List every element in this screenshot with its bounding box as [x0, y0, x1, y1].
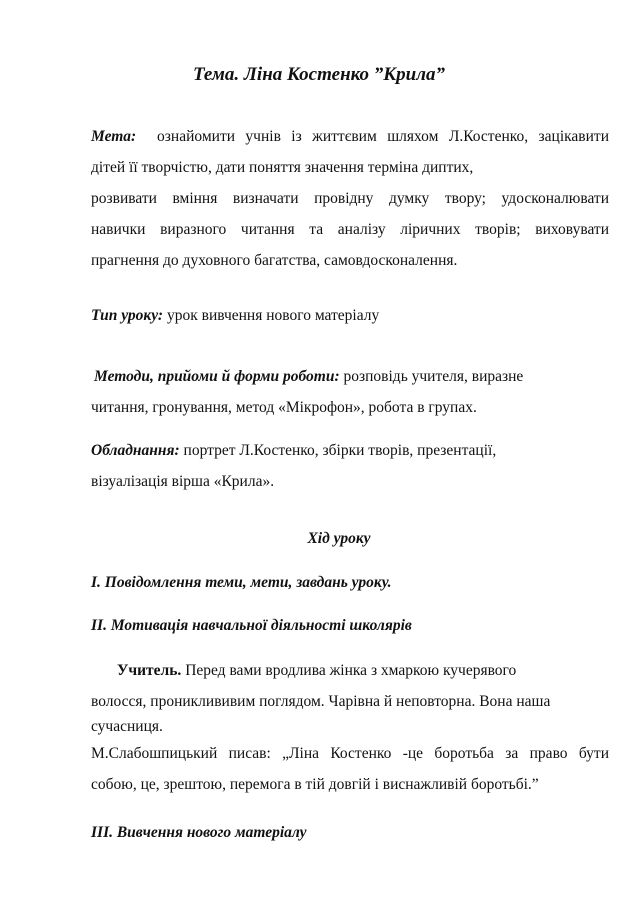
section-3-heading: ІІІ. Вивчення нового матеріалу — [91, 824, 307, 841]
goal-text-1: ознайомити учнів із життєвим шляхом Л.Костенко, зацікавити — [157, 128, 609, 145]
methods-text-1: розповідь учителя, виразне — [343, 368, 524, 385]
methods-line-1 — [94, 367, 612, 387]
equipment-label: Обладнання: — [91, 442, 180, 459]
lesson-type-label: Тип уроку: — [91, 307, 164, 324]
methods-label: Методи, прийоми й форми роботи: — [94, 368, 340, 385]
lesson-type-text: урок вивчення нового матеріалу — [166, 307, 380, 324]
teacher-text-1: Перед вами вродлива жінка з хмаркою кучерявого — [185, 662, 517, 679]
teacher-line-2: волосся, прониклививим поглядом. Чарівна й неповторна. Вона наша — [91, 693, 551, 710]
quote-line-2: собою, це, зрештою, перемога в тій довгій і виснажливій боротьбі.” — [91, 776, 539, 793]
teacher-line-3: сучасниця. — [91, 718, 163, 735]
equipment-text-1: портрет Л.Костенко, збірки творів, презентації, — [183, 442, 497, 459]
section-1-heading: І. Повідомлення теми, мети, завдань уроку. — [91, 574, 392, 591]
goal-label: Мета: — [91, 128, 137, 145]
section-2-heading: ІІ. Мотивація навчальної діяльності школярів — [91, 617, 412, 634]
equipment-line-1 — [91, 441, 609, 461]
lesson-progress-heading: Хід уроку — [307, 530, 371, 547]
teacher-line-1 — [117, 661, 609, 681]
goal-line-2: дітей її творчістю, дати поняття значення терміна диптих, — [91, 159, 474, 176]
goal-line-1 — [91, 127, 609, 147]
page-title: Тема. Ліна Костенко ”Крила” — [193, 64, 445, 85]
teacher-label: Учитель. — [117, 662, 182, 679]
quote-line-1: М.Слабошпицький писав: „Ліна Костенко -це боротьба за право бути — [91, 745, 609, 762]
goal-line-3: розвивати вміння визначати провідну думку твору; удосконалювати — [91, 190, 609, 207]
goal-line-4: навички виразного читання та аналізу ліричних творів; виховувати — [91, 221, 609, 238]
lesson-type-line — [91, 306, 609, 326]
equipment-line-2: візуалізація вірша «Крила». — [91, 473, 275, 490]
methods-line-2: читання, гронування, метод «Мікрофон», робота в групах. — [91, 399, 477, 416]
goal-line-5: прагнення до духовного багатства, самовдосконалення. — [91, 252, 458, 269]
